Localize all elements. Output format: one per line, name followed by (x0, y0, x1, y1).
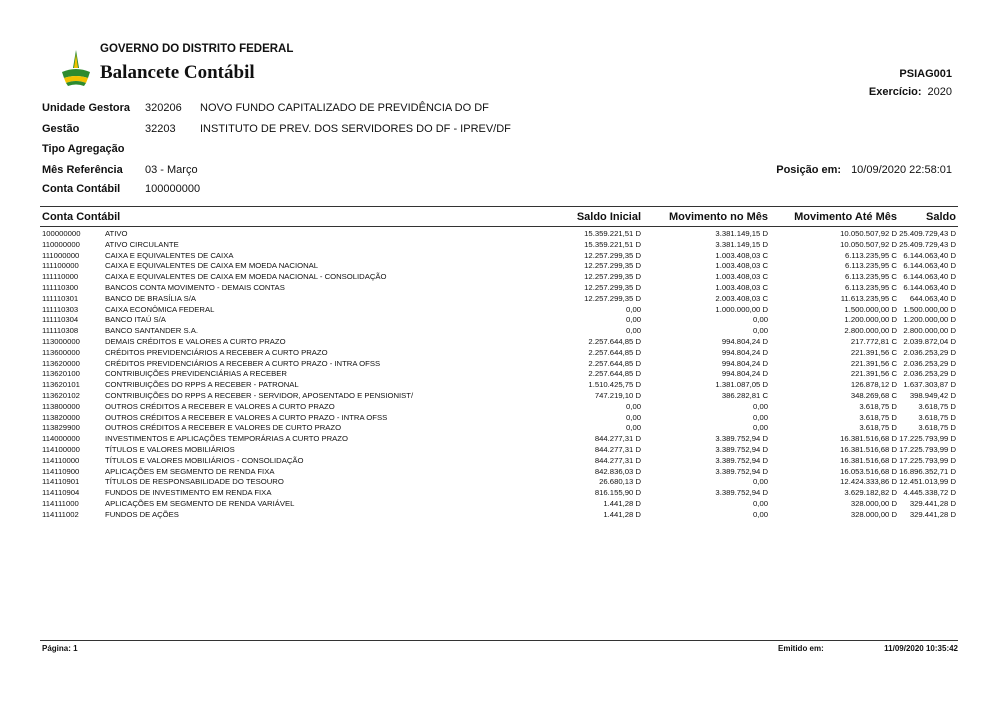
table-row (42, 315, 956, 326)
account-code: 113620101 (42, 380, 80, 390)
saldo: 2.800.000,00 D (903, 326, 956, 336)
account-name: CAIXA E EQUIVALENTES DE CAIXA EM MOEDA NACIONAL (105, 261, 319, 271)
saldo-inicial: 1.441,28 D (603, 509, 641, 519)
account-name: ATIVO (105, 229, 128, 238)
saldo-inicial: 1.441,28 D (603, 498, 641, 508)
report-code: PSIAG001 (899, 68, 952, 80)
movimento-mes: 1.003.408,03 C (715, 261, 768, 271)
account-name: BANCO SANTANDER S.A. (105, 326, 198, 336)
movimento-ate-mes: 328.000,00 D (850, 509, 897, 519)
table-row (42, 445, 956, 456)
movimento-ate-mes: 6.113.235,95 C (844, 250, 897, 260)
exercise-label: Exercício: (868, 86, 922, 98)
account-code: 113620000 (42, 358, 80, 368)
movimento-mes: 0,00 (753, 315, 768, 325)
agregacao-label: Tipo Agregação (42, 143, 125, 155)
movimento-ate-mes: 2.800.000,00 D (844, 326, 897, 336)
table-row (42, 229, 956, 240)
movimento-mes: 2.003.408,03 C (715, 293, 768, 303)
unidade-label: Unidade Gestora (42, 102, 131, 114)
movimento-ate-mes: 1.500.000,00 D (844, 304, 897, 314)
account-code: 114110000 (42, 455, 80, 465)
account-code: 114110901 (42, 477, 80, 487)
saldo-inicial: 842.836,03 D (594, 466, 641, 476)
saldo: 1.637.303,87 D (903, 380, 956, 390)
table-row (42, 456, 956, 467)
movimento-ate-mes: 3.629.182,82 D (844, 488, 897, 498)
conta-value: 100000000 (145, 183, 201, 195)
saldo-inicial: 0,00 (626, 304, 641, 314)
col-mov-mes: Movimento no Mês (668, 211, 768, 223)
movimento-mes: 3.389.752,94 D (715, 444, 768, 454)
movimento-ate-mes: 348.269,68 C (850, 390, 897, 400)
movimento-mes: 0,00 (753, 412, 768, 422)
table-row (42, 413, 956, 424)
saldo: 1.500.000,00 D (903, 304, 956, 314)
movimento-ate-mes: 221.391,56 C (850, 369, 897, 379)
movimento-mes: 994.804,24 D (721, 369, 768, 379)
table-row (42, 402, 956, 413)
account-name: CAIXA ECONÔMICA FEDERAL (105, 304, 215, 314)
movimento-mes: 0,00 (753, 498, 768, 508)
account-name: OUTROS CRÉDITOS A RECEBER E VALORES A CURTO PRAZO - INTRA OFSS (105, 412, 388, 422)
saldo-inicial: 12.257.299,35 D (584, 261, 641, 271)
unidade-code: 320206 (145, 102, 182, 114)
table-row (42, 467, 956, 478)
col-mov-ate: Movimento Até Mês (794, 211, 897, 223)
saldo-inicial: 2.257.644,85 D (588, 336, 641, 346)
movimento-mes: 994.804,24 D (721, 336, 768, 346)
account-name: BANCOS CONTA MOVIMENTO - DEMAIS CONTAS (105, 282, 285, 292)
account-code: 114100000 (42, 444, 80, 454)
table-row (42, 499, 956, 510)
table-row (42, 391, 956, 402)
account-code: 114111002 (42, 509, 79, 519)
account-code: 111000000 (42, 250, 80, 260)
exercise-value: 2020 (927, 86, 952, 98)
page-value: 1 (73, 644, 78, 653)
position-label: Posição em: (776, 164, 842, 176)
movimento-ate-mes: 3.618,75 D (859, 412, 897, 422)
saldo-inicial: 26.680,13 D (599, 477, 641, 487)
saldo-inicial: 816.155,90 D (594, 488, 641, 498)
movimento-mes: 0,00 (753, 509, 768, 519)
conta-label: Conta Contábil (42, 183, 121, 195)
saldo: 3.618,75 D (918, 423, 956, 433)
saldo-inicial: 747.219,10 D (594, 390, 641, 400)
account-code: 111110304 (42, 315, 79, 325)
saldo-inicial: 12.257.299,35 D (584, 293, 641, 303)
account-code: 114000000 (42, 434, 80, 444)
saldo: 6.144.063,40 D (903, 250, 956, 260)
table-row (42, 294, 956, 305)
account-name: OUTROS CRÉDITOS A RECEBER E VALORES A CURTO PRAZO (105, 401, 335, 411)
account-name: BANCO DE BRASÍLIA S/A (105, 293, 196, 303)
saldo: 17.225.793,99 D (899, 444, 956, 454)
saldo: 17.225.793,99 D (899, 434, 956, 444)
movimento-ate-mes: 328.000,00 D (850, 498, 897, 508)
account-code: 111110300 (42, 282, 79, 292)
mes-value: 03 - Março (145, 164, 198, 176)
account-code: 113000000 (42, 336, 80, 346)
movimento-mes: 994.804,24 D (721, 358, 768, 368)
saldo-inicial: 0,00 (626, 315, 641, 325)
account-code: 114110904 (42, 488, 80, 498)
saldo: 17.225.793,99 D (899, 455, 956, 465)
saldo: 25.409.729,43 D (899, 239, 956, 249)
saldo: 16.896.352,71 D (899, 466, 956, 476)
movimento-ate-mes: 6.113.235,95 C (844, 272, 897, 282)
account-name: APLICAÇÕES EM SEGMENTO DE RENDA VARIÁVEL (105, 498, 295, 508)
saldo: 25.409.729,43 D (899, 229, 956, 238)
movimento-mes: 3.389.752,94 D (715, 466, 768, 476)
emitted-label: Emitido em: (778, 644, 824, 653)
account-name: CAIXA E EQUIVALENTES DE CAIXA (105, 250, 234, 260)
col-conta: Conta Contábil (42, 211, 121, 223)
account-code: 111100000 (42, 261, 79, 271)
movimento-mes: 1.381.087,05 D (715, 380, 768, 390)
page-label: Página: (42, 644, 71, 653)
movimento-ate-mes: 16.381.516,68 D (840, 434, 897, 444)
saldo-inicial: 15.359.221,51 D (584, 239, 641, 249)
saldo-inicial: 2.257.644,85 D (588, 369, 641, 379)
account-code: 111110303 (42, 304, 79, 314)
account-name: CAIXA E EQUIVALENTES DE CAIXA EM MOEDA NACIONAL - CONSOLIDAÇÃO (105, 272, 387, 282)
mes-label: Mês Referência (42, 164, 123, 176)
account-name: OUTROS CRÉDITOS A RECEBER E VALORES DE CURTO PRAZO (105, 423, 342, 433)
saldo-inicial: 1.510.425,75 D (588, 380, 641, 390)
account-code: 111110308 (42, 326, 79, 336)
table-row (42, 261, 956, 272)
account-code: 113620102 (42, 390, 80, 400)
table-row (42, 369, 956, 380)
movimento-mes: 1.000.000,00 D (715, 304, 768, 314)
saldo: 398.949,42 D (909, 390, 956, 400)
movimento-mes: 1.003.408,03 C (715, 272, 768, 282)
movimento-mes: 3.381.149,15 D (715, 229, 768, 238)
movimento-ate-mes: 10.050.507,92 D (840, 239, 897, 249)
movimento-ate-mes: 217.772,81 C (850, 336, 897, 346)
movimento-ate-mes: 6.113.235,95 C (844, 282, 897, 292)
account-name: APLICAÇÕES EM SEGMENTO DE RENDA FIXA (105, 466, 275, 476)
account-code: 114110900 (42, 466, 80, 476)
saldo-inicial: 0,00 (626, 423, 641, 433)
saldo: 6.144.063,40 D (903, 282, 956, 292)
table-row (42, 488, 956, 499)
table-row (42, 423, 956, 434)
emitted-value: 11/09/2020 10:35:42 (884, 644, 958, 653)
table-row (42, 477, 956, 488)
footer-rule (40, 640, 958, 641)
saldo-inicial: 2.257.644,85 D (588, 347, 641, 357)
table-row (42, 434, 956, 445)
movimento-ate-mes: 221.391,56 C (850, 347, 897, 357)
movimento-ate-mes: 126.878,12 D (850, 380, 897, 390)
movimento-ate-mes: 12.424.333,86 D (840, 477, 897, 487)
movimento-mes: 0,00 (753, 326, 768, 336)
account-name: CRÉDITOS PREVIDENCIÁRIOS A RECEBER A CURTO PRAZO (105, 347, 328, 357)
saldo-inicial: 844.277,31 D (594, 434, 641, 444)
position (776, 164, 952, 176)
account-name: ATIVO CIRCULANTE (105, 239, 179, 249)
position-value: 10/09/2020 22:58:01 (851, 164, 952, 176)
saldo: 3.618,75 D (918, 401, 956, 411)
saldo-inicial: 0,00 (626, 326, 641, 336)
saldo: 644.063,40 D (909, 293, 956, 303)
account-name: INVESTIMENTOS E APLICAÇÕES TEMPORÁRIAS A CURTO PRAZO (105, 434, 348, 444)
saldo: 2.036.253,29 D (903, 347, 956, 357)
table-row (42, 272, 956, 283)
movimento-ate-mes: 16.381.516,68 D (840, 444, 897, 454)
saldo-inicial: 12.257.299,35 D (584, 272, 641, 282)
header-rule-bottom (40, 226, 958, 227)
account-code: 113620100 (42, 369, 80, 379)
gestao-name: INSTITUTO DE PREV. DOS SERVIDORES DO DF - IPREV/DF (200, 123, 511, 135)
account-name: CRÉDITOS PREVIDENCIÁRIOS A RECEBER A CURTO PRAZO - INTRA OFSS (105, 358, 381, 368)
movimento-ate-mes: 3.618,75 D (859, 401, 897, 411)
account-code: 111110000 (42, 272, 79, 282)
movimento-mes: 1.003.408,03 C (715, 282, 768, 292)
col-saldo-inicial: Saldo Inicial (576, 211, 641, 223)
saldo-inicial: 2.257.644,85 D (588, 358, 641, 368)
account-name: TÍTULOS E VALORES MOBILIÁRIOS - CONSOLIDAÇÃO (105, 455, 304, 465)
saldo-inicial: 0,00 (626, 412, 641, 422)
saldo: 6.144.063,40 D (903, 272, 956, 282)
account-code: 100000000 (42, 229, 81, 238)
movimento-mes: 3.389.752,94 D (715, 488, 768, 498)
movimento-ate-mes: 221.391,56 C (850, 358, 897, 368)
movimento-mes: 0,00 (753, 401, 768, 411)
saldo: 2.039.872,04 D (903, 336, 956, 346)
brasao-df-icon (58, 48, 94, 88)
account-code: 111110301 (42, 293, 79, 303)
exercise (869, 86, 952, 98)
saldo: 4.445.338,72 D (903, 488, 956, 498)
movimento-mes: 3.389.752,94 D (715, 455, 768, 465)
table-row (42, 337, 956, 348)
account-name: CONTRIBUIÇÕES DO RPPS A RECEBER - SERVIDOR, APOSENTADO E PENSIONIST/ (105, 390, 414, 400)
account-name: FUNDOS DE INVESTIMENTO EM RENDA FIXA (105, 488, 272, 498)
saldo: 6.144.063,40 D (903, 261, 956, 271)
movimento-ate-mes: 11.613.235,95 C (840, 293, 897, 303)
account-code: 113829900 (42, 423, 80, 433)
movimento-ate-mes: 3.618,75 D (859, 423, 897, 433)
saldo: 329.441,28 D (909, 498, 956, 508)
balance-table (42, 229, 956, 521)
account-code: 110000000 (42, 239, 80, 249)
balance-table-body (42, 229, 956, 521)
saldo: 3.618,75 D (918, 412, 956, 422)
table-row (42, 348, 956, 359)
saldo: 2.036.253,29 D (903, 358, 956, 368)
table-row (42, 326, 956, 337)
table-row (42, 283, 956, 294)
government-name: GOVERNO DO DISTRITO FEDERAL (100, 43, 294, 55)
account-code: 113820000 (42, 412, 80, 422)
saldo-inicial: 844.277,31 D (594, 455, 641, 465)
account-name: DEMAIS CRÉDITOS E VALORES A CURTO PRAZO (105, 336, 286, 346)
gestao-label: Gestão (42, 123, 80, 135)
movimento-ate-mes: 16.381.516,68 D (840, 455, 897, 465)
movimento-mes: 994.804,24 D (721, 347, 768, 357)
saldo-inicial: 15.359.221,51 D (584, 229, 641, 238)
account-name: BANCO ITAÚ S/A (105, 315, 166, 325)
table-row (42, 305, 956, 316)
account-code: 113600000 (42, 347, 80, 357)
table-row (42, 510, 956, 521)
col-saldo: Saldo (926, 211, 956, 223)
movimento-ate-mes: 10.050.507,92 D (840, 229, 897, 238)
unidade-name: NOVO FUNDO CAPITALIZADO DE PREVIDÊNCIA DO DF (200, 102, 489, 114)
saldo: 329.441,28 D (909, 509, 956, 519)
account-code: 113800000 (42, 401, 80, 411)
movimento-mes: 0,00 (753, 423, 768, 433)
table-row (42, 251, 956, 262)
account-name: FUNDOS DE AÇÕES (105, 509, 179, 519)
gestao-code: 32203 (145, 123, 176, 135)
table-row (42, 359, 956, 370)
movimento-mes: 0,00 (753, 477, 768, 487)
saldo: 12.451.013,99 D (899, 477, 956, 487)
saldo: 2.036.253,29 D (903, 369, 956, 379)
account-name: CONTRIBUIÇÕES DO RPPS A RECEBER - PATRONAL (105, 380, 299, 390)
saldo-inicial: 0,00 (626, 401, 641, 411)
table-row (42, 240, 956, 251)
movimento-mes: 1.003.408,03 C (715, 250, 768, 260)
account-name: TÍTULOS E VALORES MOBILIÁRIOS (105, 444, 235, 454)
page-info (42, 644, 78, 653)
saldo-inicial: 12.257.299,35 D (584, 282, 641, 292)
saldo: 1.200.000,00 D (903, 315, 956, 325)
movimento-mes: 3.389.752,94 D (715, 434, 768, 444)
report-title: Balancete Contábil (100, 62, 255, 83)
saldo-inicial: 12.257.299,35 D (584, 250, 641, 260)
movimento-ate-mes: 1.200.000,00 D (844, 315, 897, 325)
movimento-mes: 386.282,81 C (721, 390, 768, 400)
header-rule-top (40, 206, 958, 207)
movimento-ate-mes: 6.113.235,95 C (844, 261, 897, 271)
table-row (42, 380, 956, 391)
account-name: TÍTULOS DE RESPONSABILIDADE DO TESOURO (105, 477, 284, 487)
saldo-inicial: 844.277,31 D (594, 444, 641, 454)
account-code: 114111000 (42, 498, 79, 508)
movimento-ate-mes: 16.053.516,68 D (840, 466, 897, 476)
movimento-mes: 3.381.149,15 D (715, 239, 768, 249)
account-name: CONTRIBUIÇÕES PREVIDENCIÁRIAS A RECEBER (105, 369, 287, 379)
